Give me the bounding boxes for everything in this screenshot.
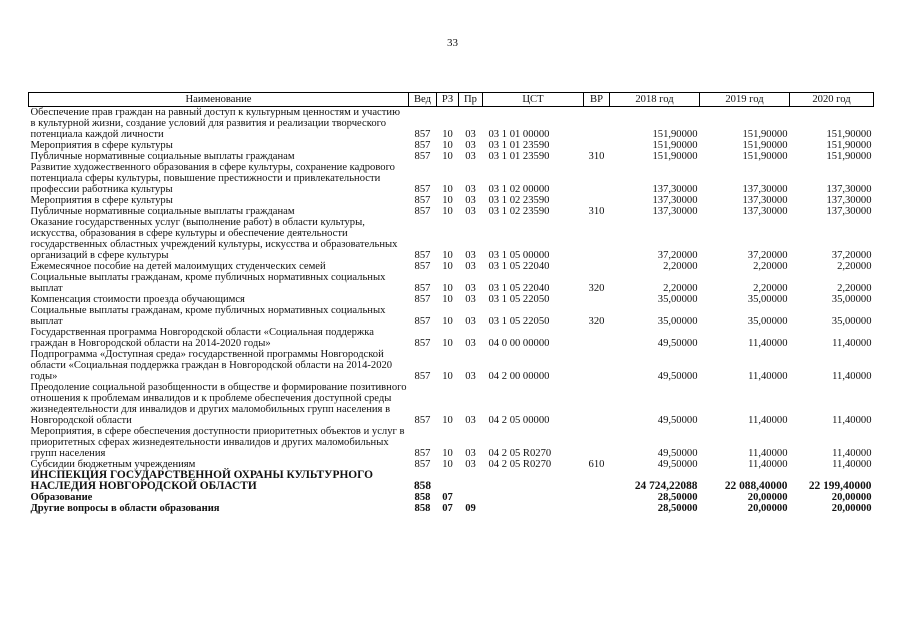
- cell-vr: [584, 261, 610, 272]
- cell-ved: 857: [414, 459, 431, 470]
- cell-y2019: 11,40000: [748, 371, 788, 382]
- cell-y2019: 151,90000: [742, 129, 788, 140]
- cell-y2018: 137,30000: [652, 206, 698, 217]
- cell-name: Развитие художественного образования в сфере культуры, сохранение кадрового потенциала сферы культуры, повышение престижности и привлекательности профессии работника культуры: [30, 162, 395, 195]
- cell-pr: 03: [465, 140, 476, 151]
- cell-name: Другие вопросы в области образования: [30, 503, 220, 514]
- table-row: [29, 503, 874, 514]
- cell-rz: 07: [442, 492, 453, 503]
- cell-vr: [584, 503, 610, 514]
- cell-pr: 03: [465, 261, 476, 272]
- cell-ved: 857: [414, 283, 431, 294]
- header-rz: РЗ: [437, 93, 459, 107]
- cell-vr: 320: [588, 316, 605, 327]
- table-row: [29, 162, 874, 195]
- cell-y2019: 137,30000: [742, 195, 788, 206]
- cell-ved: 857: [414, 316, 431, 327]
- cell-name: Мероприятия, в сфере обеспечения доступности приоритетных объектов и услуг в приоритетных сферах жизнедеятельности инвалидов и других маломобильных групп населения: [30, 426, 405, 459]
- cell-y2018: 24 724,22088: [634, 480, 698, 492]
- table-row: [29, 470, 874, 492]
- cell-y2020: 22 199,40000: [808, 480, 872, 492]
- table-header-row: [29, 93, 874, 107]
- cell-y2018: 28,50000: [657, 492, 698, 503]
- cell-y2020: 2,20000: [837, 261, 872, 272]
- cell-y2018: 49,50000: [657, 459, 698, 470]
- table-row: [29, 272, 874, 294]
- cell-pr: 03: [465, 459, 476, 470]
- cell-name: Обеспечение прав граждан на равный доступ к культурным ценностям и участию в культурной жизни, создание условий для развития и реализации творческого потенциала каждой личности: [30, 107, 400, 140]
- cell-cst: [483, 492, 584, 503]
- cell-y2018: 151,90000: [652, 151, 698, 162]
- cell-ved: 858: [413, 480, 432, 492]
- cell-y2019: 35,00000: [747, 294, 788, 305]
- cell-pr: 03: [465, 151, 476, 162]
- cell-ved: 857: [414, 261, 431, 272]
- cell-y2019: 2,20000: [753, 283, 788, 294]
- cell-rz: 10: [442, 184, 453, 195]
- table-row: [29, 305, 874, 327]
- cell-pr: 03: [465, 250, 476, 261]
- table-row: [29, 426, 874, 459]
- cell-ved: 857: [414, 371, 431, 382]
- cell-vr: 310: [588, 206, 605, 217]
- cell-y2018: 137,30000: [652, 195, 698, 206]
- cell-cst: 04 2 05 R0270: [488, 448, 552, 459]
- cell-y2018: 37,20000: [657, 250, 698, 261]
- cell-y2019: 37,20000: [747, 250, 788, 261]
- cell-ved: 857: [414, 151, 431, 162]
- cell-name: Подпрограмма «Доступная среда» государственной программы Новгородской области «Социальная поддержка граждан в Новгородской области на 2014-2020 годы»: [30, 349, 393, 382]
- cell-y2019: 137,30000: [742, 206, 788, 217]
- cell-rz: 10: [442, 129, 453, 140]
- cell-y2019: 22 088,40000: [724, 480, 788, 492]
- cell-name: Компенсация стоимости проезда обучающимся: [30, 294, 245, 305]
- budget-table: [28, 92, 874, 514]
- cell-ved: 857: [414, 294, 431, 305]
- cell-y2019: 137,30000: [742, 184, 788, 195]
- cell-cst: 03 1 05 22040: [488, 261, 550, 272]
- cell-y2018: 151,90000: [652, 129, 698, 140]
- cell-vr: [584, 382, 610, 426]
- table-row: [29, 107, 874, 141]
- cell-rz: 10: [442, 250, 453, 261]
- cell-ved: 857: [414, 195, 431, 206]
- page-number: 33: [447, 37, 458, 49]
- cell-cst: 03 1 01 23590: [488, 140, 550, 151]
- cell-y2018: 35,00000: [657, 316, 698, 327]
- cell-vr: [584, 140, 610, 151]
- header-2019: 2019 год: [700, 93, 790, 107]
- cell-pr: 03: [465, 283, 476, 294]
- cell-y2020: 11,40000: [832, 338, 872, 349]
- cell-ved: 857: [414, 415, 431, 426]
- cell-y2020: 11,40000: [832, 371, 872, 382]
- cell-pr: 03: [465, 129, 476, 140]
- cell-cst: 04 0 00 00000: [488, 338, 550, 349]
- budget-table-container: [28, 92, 873, 514]
- cell-rz: 10: [442, 195, 453, 206]
- cell-cst: 04 2 00 00000: [488, 371, 550, 382]
- cell-cst: 03 1 01 00000: [488, 129, 550, 140]
- table-row: [29, 261, 874, 272]
- cell-y2020: 11,40000: [832, 459, 872, 470]
- cell-y2019: 11,40000: [748, 415, 788, 426]
- table-row: [29, 349, 874, 382]
- cell-ved: 858: [414, 503, 431, 514]
- cell-cst: 03 1 05 22040: [488, 283, 550, 294]
- cell-y2019: 2,20000: [753, 261, 788, 272]
- header-2018: 2018 год: [610, 93, 700, 107]
- cell-cst: [483, 503, 584, 514]
- cell-rz: 10: [442, 151, 453, 162]
- table-row: [29, 206, 874, 217]
- cell-y2018: 151,90000: [652, 140, 698, 151]
- cell-vr: [584, 470, 610, 492]
- cell-y2019: 11,40000: [748, 448, 788, 459]
- cell-y2020: 37,20000: [831, 250, 872, 261]
- cell-pr: 03: [465, 195, 476, 206]
- cell-y2020: 151,90000: [826, 151, 872, 162]
- table-row: [29, 140, 874, 151]
- cell-y2018: 35,00000: [657, 294, 698, 305]
- cell-rz: 10: [442, 283, 453, 294]
- cell-name: Ежемесячное пособие на детей малоимущих студенческих семей: [30, 261, 326, 272]
- cell-ved: 857: [414, 250, 431, 261]
- cell-rz: 10: [442, 459, 453, 470]
- cell-vr: [584, 327, 610, 349]
- cell-vr: [584, 349, 610, 382]
- cell-y2020: 2,20000: [837, 283, 872, 294]
- cell-cst: 03 1 02 23590: [488, 195, 550, 206]
- cell-vr: [584, 426, 610, 459]
- cell-cst: 03 1 02 23590: [488, 206, 550, 217]
- cell-name: Субсидии бюджетным учреждениям: [30, 459, 196, 470]
- cell-pr: [459, 470, 483, 492]
- cell-name: Социальные выплаты гражданам, кроме публичных нормативных социальных выплат: [30, 272, 386, 294]
- cell-vr: [584, 217, 610, 261]
- cell-pr: 09: [465, 503, 476, 514]
- cell-cst: 03 1 05 00000: [488, 250, 550, 261]
- header-name: Наименование: [29, 93, 409, 107]
- cell-rz: 10: [442, 415, 453, 426]
- table-row: [29, 492, 874, 503]
- header-vr: ВР: [584, 93, 610, 107]
- cell-rz: 10: [442, 371, 453, 382]
- header-ved: Вед: [409, 93, 437, 107]
- cell-cst: 03 1 02 00000: [488, 184, 550, 195]
- cell-name: Образование: [30, 492, 93, 503]
- cell-ved: 858: [414, 492, 431, 503]
- cell-rz: 10: [442, 140, 453, 151]
- cell-vr: [584, 294, 610, 305]
- cell-name: Мероприятия в сфере культуры: [30, 195, 173, 206]
- table-row: [29, 382, 874, 426]
- cell-y2018: 49,50000: [657, 448, 698, 459]
- table-body: [29, 107, 874, 515]
- cell-y2020: 137,30000: [826, 195, 872, 206]
- cell-name: Преодоление социальной разобщенности в обществе и формирование позитивного отношения к проблемам инвалидов и к проблеме обеспечения доступной среды жизнедеятельности для инвалидов и других маломобильных групп населения в Новгородской области: [30, 382, 407, 426]
- cell-ved: 857: [414, 338, 431, 349]
- cell-name: Социальные выплаты гражданам, кроме публичных нормативных социальных выплат: [30, 305, 386, 327]
- cell-cst: 03 1 05 22050: [488, 294, 550, 305]
- cell-y2018: 2,20000: [663, 283, 698, 294]
- cell-cst: 04 2 05 00000: [488, 415, 550, 426]
- cell-y2020: 35,00000: [831, 316, 872, 327]
- cell-rz: 10: [442, 261, 453, 272]
- cell-pr: 03: [465, 371, 476, 382]
- cell-name: Мероприятия в сфере культуры: [30, 140, 173, 151]
- header-2020: 2020 год: [790, 93, 874, 107]
- cell-y2018: 49,50000: [657, 371, 698, 382]
- cell-rz: 10: [442, 338, 453, 349]
- cell-rz: 10: [442, 316, 453, 327]
- cell-name: ИНСПЕКЦИЯ ГОСУДАРСТВЕННОЙ ОХРАНЫ КУЛЬТУРНОГО НАСЛЕДИЯ НОВГОРОДСКОЙ ОБЛАСТИ: [30, 469, 373, 492]
- cell-ved: 857: [414, 448, 431, 459]
- cell-rz: [437, 470, 459, 492]
- cell-y2018: 2,20000: [663, 261, 698, 272]
- cell-rz: 10: [442, 206, 453, 217]
- cell-cst: 03 1 05 22050: [488, 316, 550, 327]
- cell-name: Публичные нормативные социальные выплаты гражданам: [30, 151, 295, 162]
- cell-pr: 03: [465, 415, 476, 426]
- table-row: [29, 294, 874, 305]
- cell-y2018: 49,50000: [657, 415, 698, 426]
- cell-vr: [584, 107, 610, 141]
- cell-pr: 03: [465, 338, 476, 349]
- cell-y2020: 20,00000: [831, 503, 872, 514]
- cell-y2019: 20,00000: [747, 492, 788, 503]
- table-row: [29, 327, 874, 349]
- cell-vr: [584, 195, 610, 206]
- cell-y2019: 151,90000: [742, 140, 788, 151]
- cell-pr: 03: [465, 294, 476, 305]
- cell-cst: 04 2 05 R0270: [488, 459, 552, 470]
- cell-ved: 857: [414, 140, 431, 151]
- cell-cst: 03 1 01 23590: [488, 151, 550, 162]
- cell-rz: 10: [442, 448, 453, 459]
- cell-y2020: 151,90000: [826, 140, 872, 151]
- cell-y2020: 20,00000: [831, 492, 872, 503]
- cell-pr: 03: [465, 206, 476, 217]
- cell-vr: [584, 492, 610, 503]
- cell-y2019: 35,00000: [747, 316, 788, 327]
- cell-y2020: 137,30000: [826, 206, 872, 217]
- cell-pr: 03: [465, 184, 476, 195]
- cell-pr: [459, 492, 483, 503]
- cell-name: Публичные нормативные социальные выплаты гражданам: [30, 206, 295, 217]
- cell-pr: 03: [465, 316, 476, 327]
- cell-name: Оказание государственных услуг (выполнение работ) в области культуры, искусства, образования в сфере культуры и обеспечение деятельности государственных областных учреждений культуры, искусства и образовательных организаций в сфере культуры: [30, 217, 398, 261]
- header-pr: Пр: [459, 93, 483, 107]
- cell-pr: 03: [465, 448, 476, 459]
- table-row: [29, 151, 874, 162]
- cell-y2018: 137,30000: [652, 184, 698, 195]
- cell-cst: [483, 470, 584, 492]
- cell-y2020: 11,40000: [832, 415, 872, 426]
- cell-y2020: 35,00000: [831, 294, 872, 305]
- cell-ved: 857: [414, 184, 431, 195]
- cell-vr: 320: [588, 283, 605, 294]
- cell-vr: [584, 162, 610, 195]
- cell-y2020: 11,40000: [832, 448, 872, 459]
- cell-rz: 10: [442, 294, 453, 305]
- cell-vr: 310: [588, 151, 605, 162]
- cell-y2019: 11,40000: [748, 338, 788, 349]
- table-row: [29, 217, 874, 261]
- cell-rz: 07: [442, 503, 453, 514]
- cell-ved: 857: [414, 206, 431, 217]
- cell-y2018: 49,50000: [657, 338, 698, 349]
- cell-ved: 857: [414, 129, 431, 140]
- cell-y2019: 151,90000: [742, 151, 788, 162]
- cell-y2019: 11,40000: [748, 459, 788, 470]
- cell-y2019: 20,00000: [747, 503, 788, 514]
- cell-y2018: 28,50000: [657, 503, 698, 514]
- cell-y2020: 151,90000: [826, 129, 872, 140]
- header-cst: ЦСТ: [483, 93, 584, 107]
- table-row: [29, 195, 874, 206]
- cell-vr: 610: [588, 459, 605, 470]
- cell-y2020: 137,30000: [826, 184, 872, 195]
- cell-name: Государственная программа Новгородской области «Социальная поддержка граждан в Новгородской области на 2014-2020 годы»: [30, 327, 374, 349]
